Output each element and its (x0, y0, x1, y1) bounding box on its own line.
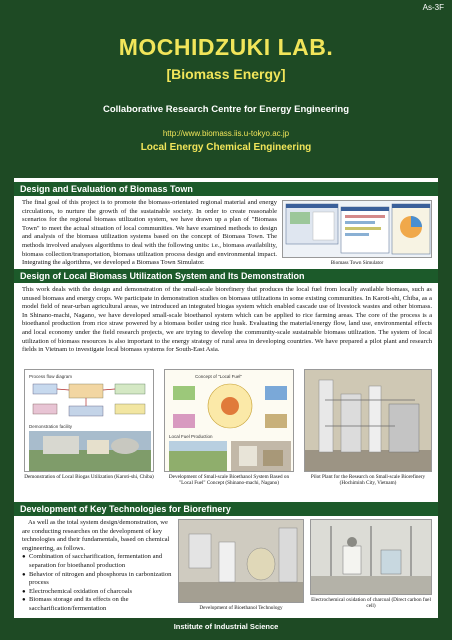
poster-content (14, 178, 438, 618)
section-heading-local-biomass: Design of Local Biomass Utilization System and Its Demonstration (14, 269, 438, 283)
poster-id: As-3F (422, 3, 444, 12)
bioethanol-tech-caption: Development of Bioethanol Technology (199, 605, 283, 611)
group-name: Local Energy Chemical Engineering (140, 142, 312, 153)
simulator-windows-graphic (283, 201, 432, 258)
section-heading-key-technologies: Development of Key Technologies for Biorefinery (14, 502, 438, 516)
bioethanol-tech-graphic (179, 520, 304, 603)
key-tech-item: ● Behavior of nitrogen and phosphorus in carbonization process (22, 571, 172, 588)
local-fuel-concept-label: Concept of "Local Fuel" (195, 374, 242, 379)
pilot-plant-graphic (305, 370, 432, 472)
local-fuel-graphic (165, 370, 294, 472)
centre-name: Collaborative Research Centre for Energy Engineering (102, 104, 349, 115)
footer-institute: Institute of Industrial Science (173, 622, 279, 631)
pilot-plant-photo (304, 369, 432, 472)
key-tech-item: ● Electrochemical oxidation of charcoals (22, 588, 172, 597)
section-body-key-technologies (22, 519, 172, 614)
key-tech-item: ● Biomass storage and its effects on the saccharification/fermentation (22, 596, 172, 613)
poster-header (0, 34, 452, 153)
simulator-caption: Biomass Town Simulator (330, 260, 384, 266)
key-tech-list (22, 553, 172, 613)
pilot-plant-caption: Pilot Plant for the Research on Small-scale Biorefinery (Hochiminh City, Vietnam) (310, 474, 426, 487)
biogas-diagram-graphic (25, 370, 154, 472)
lab-title: MOCHIDZUKI LAB. (118, 34, 334, 60)
charcoal-oxidation-graphic (311, 520, 432, 595)
bioethanol-tech-photo (178, 519, 304, 603)
charcoal-oxidation-caption: Electrochemical oxidation of charcoal (Direct carbon fuel cell) (311, 597, 431, 610)
biogas-figure (24, 369, 154, 472)
section-body-biomass-town: The final goal of this project is to promote the biomass-orientated regional material and energy circulations, to nurture the growth of the sustainable society. In order to create reasonable scenarios for the regional biomass utilization system, we have drawn up a plan of "Biomass Town" to meet the actual situation of local communities. We have examined methods to design and analysis of the biomass utilization systems based on the concept of Biomass Town. The methods involved analyses algorithms to deal with the following units: i.e., biomass availability, biomass collection/transportation, biomass utilization process design and environmental impact. Integrating the algorithms, we developed a Biomass Town Simulator. (22, 199, 277, 267)
process-flow-label: Process flow diagram (29, 374, 73, 379)
section-body-local-biomass: This work deals with the design and demonstration of the small-scale biorefinery that produces the local fuel from locally available biomass, such as unused biomass and energy crops. We participate in demonstration studies on biomass utilizations in some existing communities. In Karoti-shi, Chiba, as a model field of near-urban agricultural areas, we introduced an integrated biogas system which enabled cascade use of livestock wastes and other biomass. In Shinano-machi, Nagano, we have developed small-scale bioethanol system which can be applied to rice farming areas. The core of the process is a bioethanol production from rice straw powered by a biomass boiler using rice husk. Evaluating the material/energy flow, land use, environmental effects and local economy under the field research projects, we are trying to develop the community-scale sustainable biomass utilization. The system of local utilization of biomass resources is also important to the energy strategy of rural area in developing countries. We have prepared a pilot plant and research fields in Vietnam to investigate local biomass systems for South-East Asia. (22, 286, 432, 354)
key-tech-intro: As well as the total system design/demonstration, we are conducting researches on the development of key technologies and their fundamentals, based on chemical engineering, as follows. (22, 519, 170, 552)
key-tech-item: ● Combination of saccharification, fermentation and separation for bioethanol production (22, 553, 172, 570)
section-heading-biomass-town: Design and Evaluation of Biomass Town (14, 182, 438, 196)
lab-subtitle: [Biomass Energy] (166, 66, 286, 82)
demo-facility-label: Demonstration facility (29, 424, 73, 429)
local-fuel-production-label: Local Fuel Production (169, 434, 213, 439)
charcoal-oxidation-photo (310, 519, 432, 595)
bioethanol-caption: Development of Small-scale Bioethanol System Based on "Local Fuel" Concept (Shinano-machi, Nagano) (168, 474, 290, 487)
simulator-screenshot (282, 200, 432, 258)
bioethanol-figure (164, 369, 294, 472)
lab-url[interactable]: http://www.biomass.iis.u-tokyo.ac.jp (162, 129, 290, 138)
biogas-caption: Demonstration of Local Biogas Utilization (Karoti-shi, Chiba) (24, 474, 154, 480)
